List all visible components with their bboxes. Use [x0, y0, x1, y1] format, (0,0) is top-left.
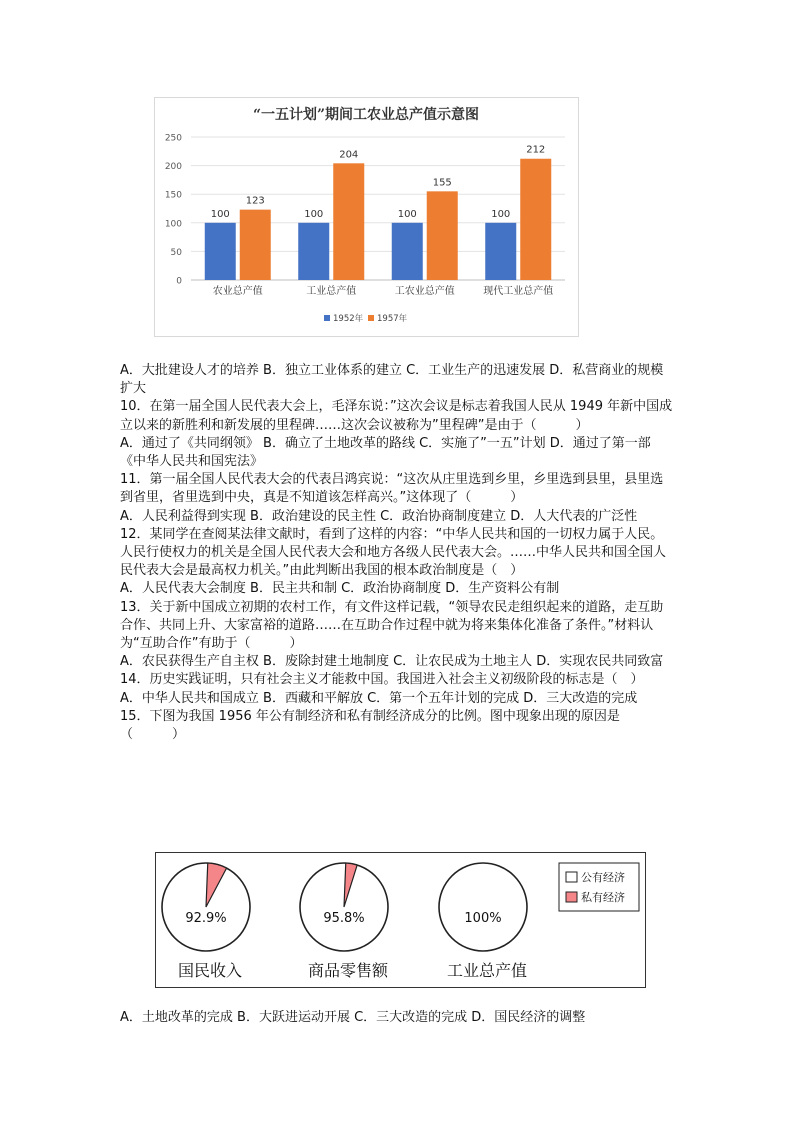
q11-options: A．人民利益得到实现 B．政治建设的民主性 C．政治协商制度建立 D．人大代表的广泛性 — [120, 508, 638, 524]
bar-1952 — [485, 223, 516, 280]
question-block — [120, 362, 676, 744]
q10-stem: 10．在第一届全国人民代表大会上，毛泽东说：”这次会议是标志着我国人民从 1949 年新中国成立以来的新胜利和新发展的里程碑……这次会议被称为”里程碑”是由于（ ） — [120, 399, 673, 433]
q11-stem: 11．第一届全国人民代表大会的代表吕鸿宾说：“这次从庄里选到乡里，乡里选到县里，县里选到省里，省里选到中央，真是不知道该怎样高兴。”这体现了（ ） — [120, 472, 664, 506]
data-label: 123 — [245, 195, 265, 207]
x-tick-label: 现代工业总产值 — [483, 286, 554, 297]
bar-chart-svg — [155, 98, 578, 336]
bar-1957 — [427, 191, 458, 280]
data-label: 100 — [397, 208, 417, 220]
q9-options: A．大批建设人才的培养 B．独立工业体系的建立 C．工业生产的迅速发展 D．私营商业的规模扩大 — [120, 363, 664, 397]
data-label: 212 — [526, 144, 546, 156]
y-tick-label: 50 — [170, 247, 182, 258]
q15-stem: 15．下图为我国 1956 年公有制经济和私有制经济成分的比例。图中现象出现的原因是（ ） — [120, 708, 620, 743]
bar-1952 — [205, 223, 236, 280]
pie-percent-label: 100% — [464, 911, 502, 926]
q10-options: A．通过了《共同纲领》 B．确立了土地改革的路线 C．实施了”一五”计划 D．通过了第一部《中华人民共和国宪法》 — [120, 435, 651, 470]
data-label: 100 — [210, 208, 230, 220]
bar-1952 — [392, 223, 423, 280]
pie-caption: 工业总产值 — [446, 961, 528, 980]
data-label: 204 — [339, 149, 359, 161]
q13-options: A．农民获得生产自主权 B．废除封建土地制度 C．让农民成为土地主人 D．实现农民共同致富 — [120, 654, 664, 670]
legend-swatch-1952 — [324, 315, 330, 321]
legend-label-1952: 1952年 — [333, 314, 364, 324]
bar-1957 — [333, 163, 364, 280]
q15-options: A．土地改革的完成 B．大跃进运动开展 C．三大改造的完成 D．国民经济的调整 — [120, 1010, 586, 1025]
legend-swatch-public — [566, 872, 577, 882]
q12-options: A．人民代表大会制度 B．民主共和制 C．政治协商制度 D．生产资料公有制 — [120, 581, 560, 597]
pie-percent-label: 95.8% — [323, 911, 365, 926]
data-label: 100 — [491, 208, 511, 220]
data-label: 155 — [432, 177, 452, 189]
pie-caption: 商品零售额 — [307, 961, 389, 980]
pie-percent-label: 92.9% — [185, 911, 227, 926]
q14-stem: 14．历史实践证明，只有社会主义才能救中国。我国进入社会主义初级阶段的标志是（ ） — [120, 672, 644, 688]
data-label: 100 — [304, 208, 324, 220]
y-tick-label: 200 — [164, 162, 182, 173]
bar-1957 — [240, 210, 271, 280]
x-tick-label: 工农业总产值 — [394, 286, 455, 297]
x-tick-label: 工业总产值 — [306, 286, 357, 297]
legend-label-private: 私有经济 — [581, 891, 625, 904]
legend-label-1957: 1957年 — [377, 314, 408, 324]
q13-stem: 13．关于新中国成立初期的农村工作，有文件这样记载，“领导农民走组织起来的道路，走互助合作、共同上升、大家富裕的道路……在互助合作过程中就为将来集体化准备了条件。”材料认为“互助合作”有助于（ ） — [120, 599, 664, 652]
bar-chart — [154, 97, 579, 337]
y-tick-label: 0 — [176, 276, 182, 287]
chart-title: “一五计划”期间工农业总产值示意图 — [252, 107, 480, 123]
pie-chart-figure — [155, 852, 646, 988]
legend-swatch-1957 — [368, 315, 374, 321]
x-tick-label: 农业总产值 — [212, 286, 263, 297]
bar-1957 — [520, 159, 551, 280]
pie-chart-svg — [156, 853, 645, 987]
q12-stem: 12．某同学在查阅某法律文献时，看到了这样的内容：“中华人民共和国的一切权力属于人民。人民行使权力的机关是全国人民代表大会和地方各级人民代表大会。……中华人民共和国全国人民代表大会是最高权力机关。”由此判断出我国的根本政治制度是（ ） — [120, 526, 667, 579]
legend-swatch-private — [566, 892, 577, 902]
y-tick-label: 250 — [164, 133, 182, 144]
pie-caption: 国民收入 — [177, 961, 243, 980]
pie-public-slice — [439, 863, 527, 951]
y-tick-label: 150 — [164, 190, 182, 201]
bar-1952 — [298, 223, 329, 280]
y-tick-label: 100 — [164, 219, 182, 230]
q14-options: A．中华人民共和国成立 B．西藏和平解放 C．第一个五年计划的完成 D．三大改造的完成 — [120, 690, 638, 706]
legend-label-public: 公有经济 — [581, 871, 625, 884]
